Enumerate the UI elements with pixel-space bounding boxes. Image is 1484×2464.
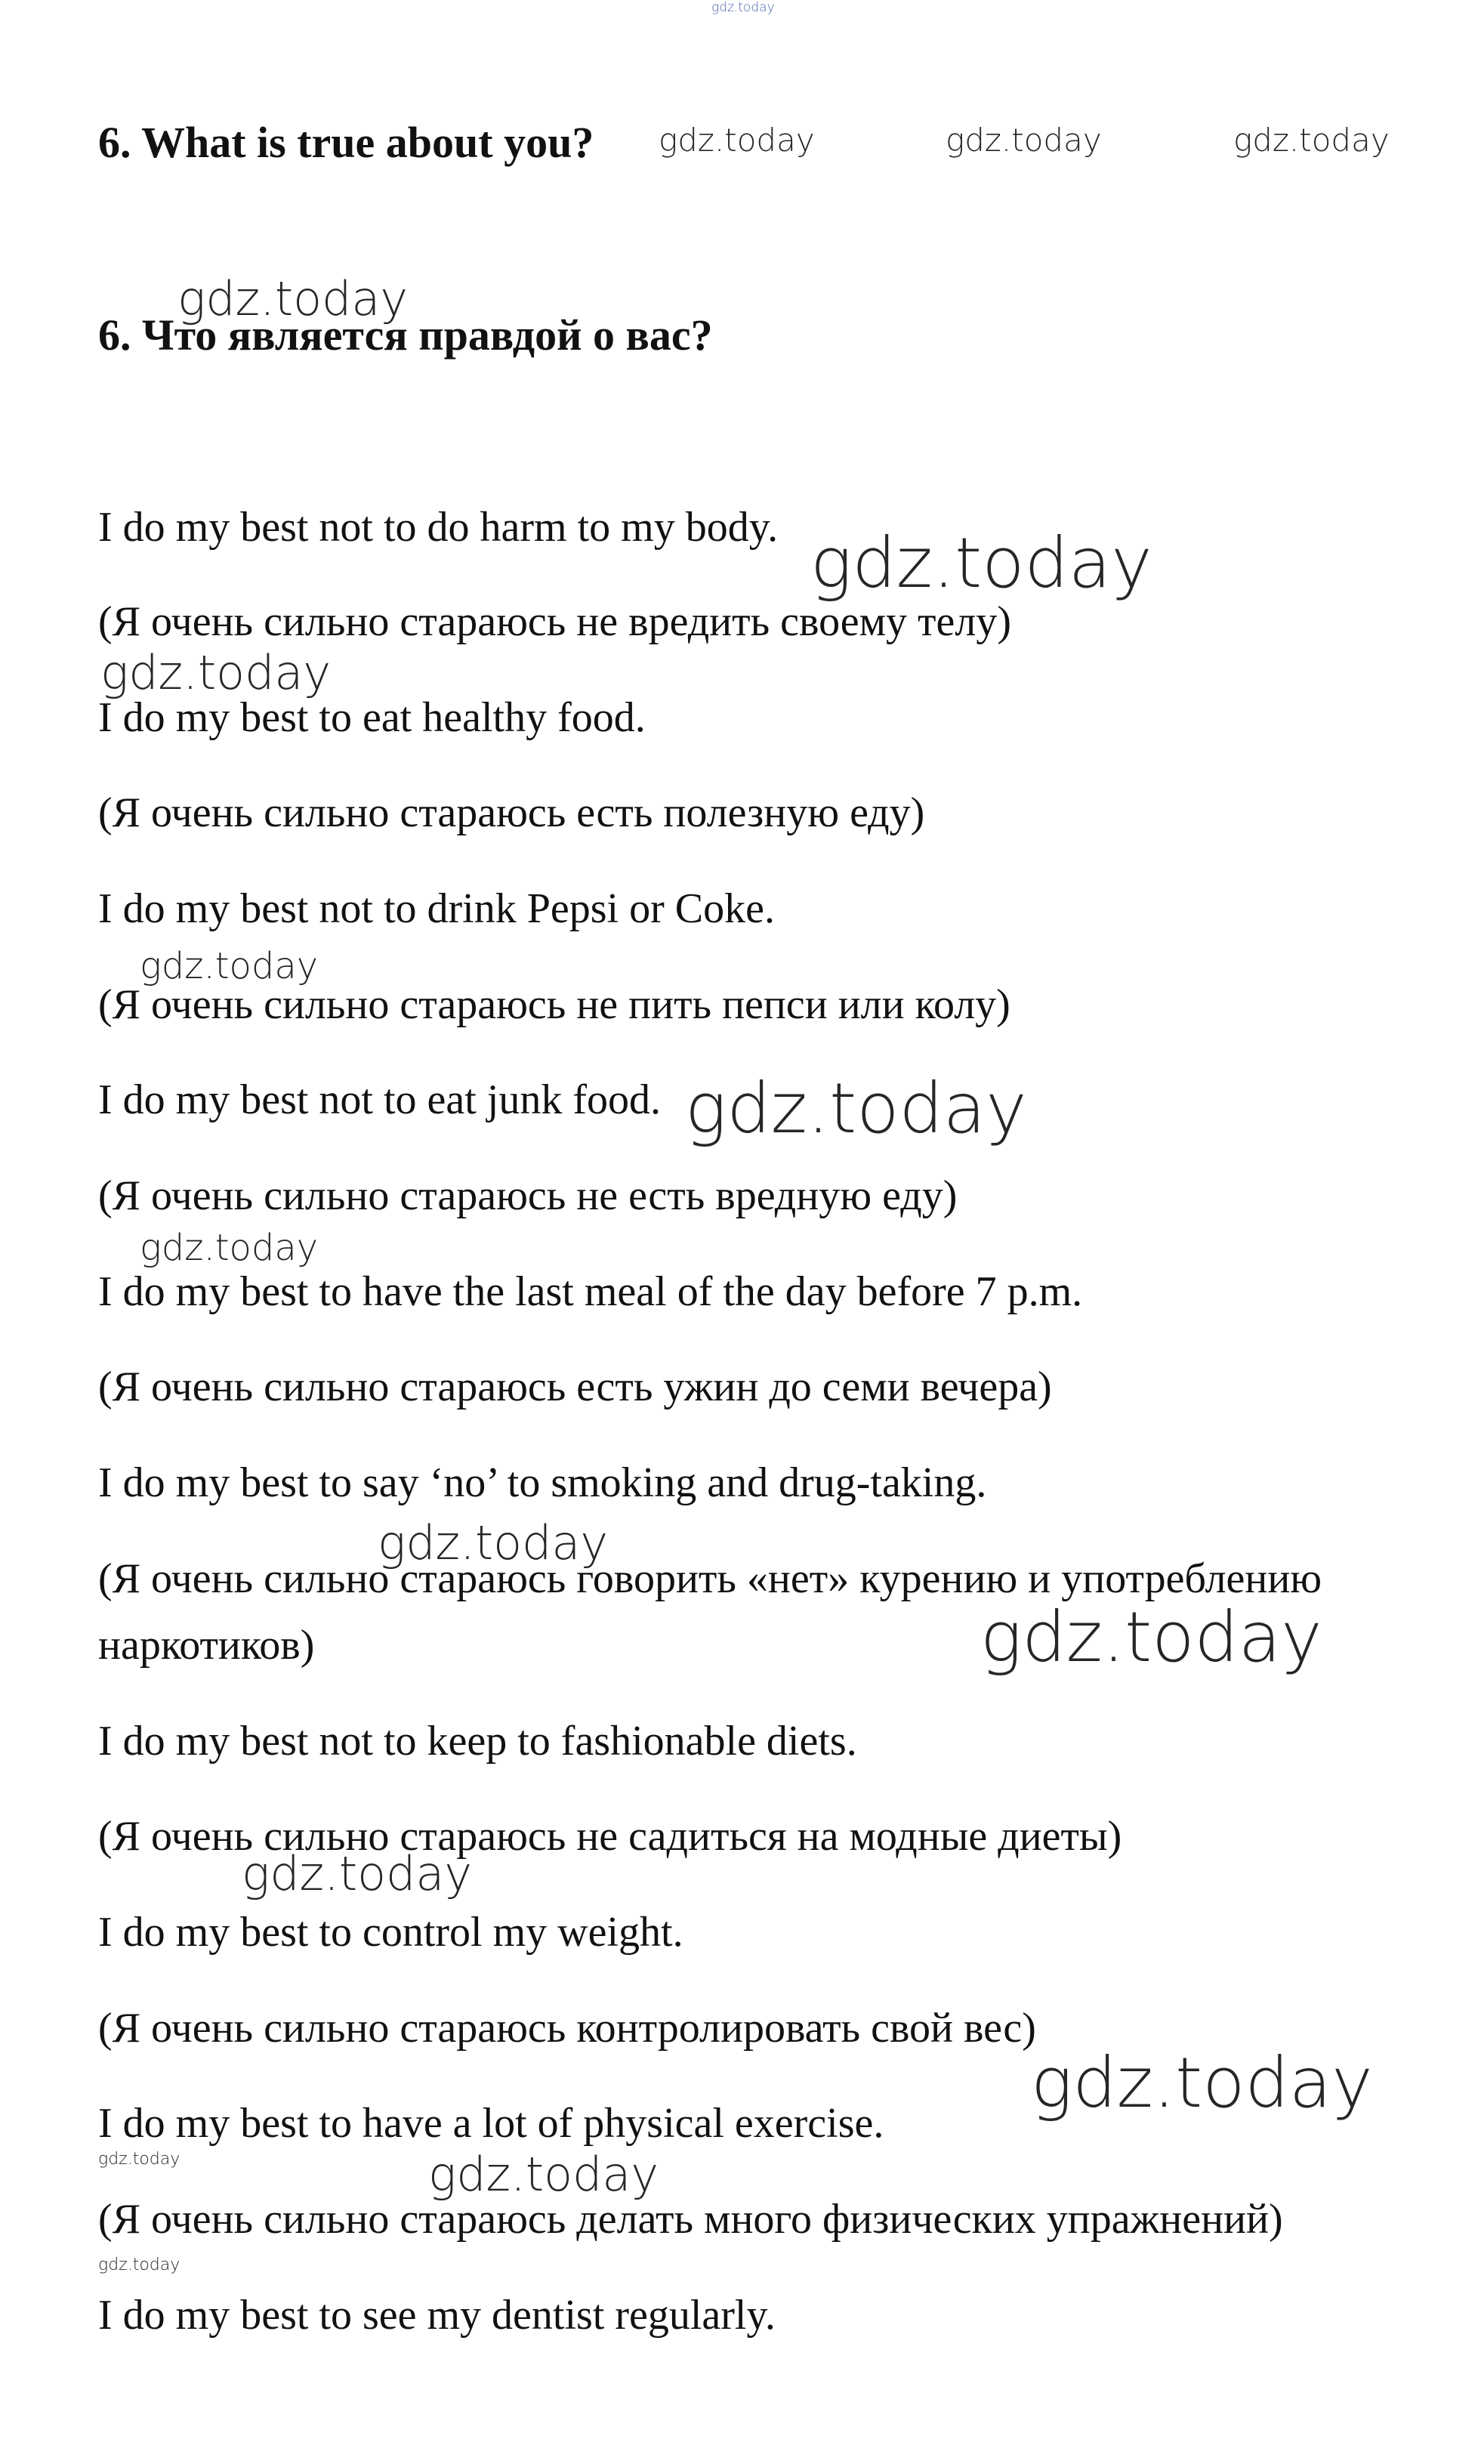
watermark: gdz.today xyxy=(177,271,409,326)
line-1: I do my best not to do harm to my body. xyxy=(98,504,779,551)
heading-russian: 6. Что является правдой о вас? xyxy=(98,310,713,360)
watermark-top: gdz.today xyxy=(711,0,775,15)
heading-english: 6. What is true about you? xyxy=(98,118,594,167)
watermark: gdz.today xyxy=(140,1227,319,1269)
watermark: gdz.today xyxy=(140,945,319,987)
watermark: gdz.today xyxy=(378,1515,609,1570)
line-2: (Я очень сильно стараюсь не вредить своему телу) xyxy=(98,598,1011,645)
watermark: gdz.today xyxy=(98,2256,180,2274)
line-11: I do my best to say ‘no’ to smoking and drug-taking. xyxy=(98,1459,987,1506)
watermark: gdz.today xyxy=(946,122,1102,159)
line-8: (Я очень сильно стараюсь не есть вредную еду) xyxy=(98,1172,958,1219)
line-15: (Я очень сильно стараюсь не садиться на модные диеты) xyxy=(98,1813,1122,1860)
line-20: I do my best to see my dentist regularly. xyxy=(98,2292,776,2339)
line-14: I do my best not to keep to fashionable diets. xyxy=(98,1718,857,1765)
watermark: gdz.today xyxy=(1233,122,1390,159)
watermark: gdz.today xyxy=(100,645,332,700)
line-18: I do my best to have a lot of physical exercise. xyxy=(98,2100,884,2147)
watermark: gdz.today xyxy=(1031,2043,1373,2123)
line-17: (Я очень сильно стараюсь контролировать свой вес) xyxy=(98,2005,1036,2052)
watermark: gdz.today xyxy=(98,2150,180,2169)
line-9: I do my best to have the last meal of the day before 7 p.m. xyxy=(98,1268,1083,1315)
line-13: наркотиков) xyxy=(98,1622,315,1669)
line-6: (Я очень сильно стараюсь не пить пепси или колу) xyxy=(98,981,1010,1028)
line-19: (Я очень сильно стараюсь делать много физических упражнений) xyxy=(98,2196,1283,2243)
line-4: (Я очень сильно стараюсь есть полезную еду) xyxy=(98,789,925,836)
line-5: I do my best not to drink Pepsi or Coke. xyxy=(98,885,775,932)
watermark: gdz.today xyxy=(810,523,1152,604)
line-7: I do my best not to eat junk food. xyxy=(98,1076,662,1123)
watermark: gdz.today xyxy=(428,2147,659,2202)
watermark: gdz.today xyxy=(685,1068,1027,1149)
watermark: gdz.today xyxy=(242,1846,473,1901)
line-10: (Я очень сильно стараюсь есть ужин до семи вечера) xyxy=(98,1363,1052,1410)
watermark: gdz.today xyxy=(980,1597,1322,1678)
watermark: gdz.today xyxy=(659,122,815,159)
line-12: (Я очень сильно стараюсь говорить «нет» курению и употреблению xyxy=(98,1555,1322,1602)
line-16: I do my best to control my weight. xyxy=(98,1909,683,1956)
line-3: I do my best to eat healthy food. xyxy=(98,694,646,741)
